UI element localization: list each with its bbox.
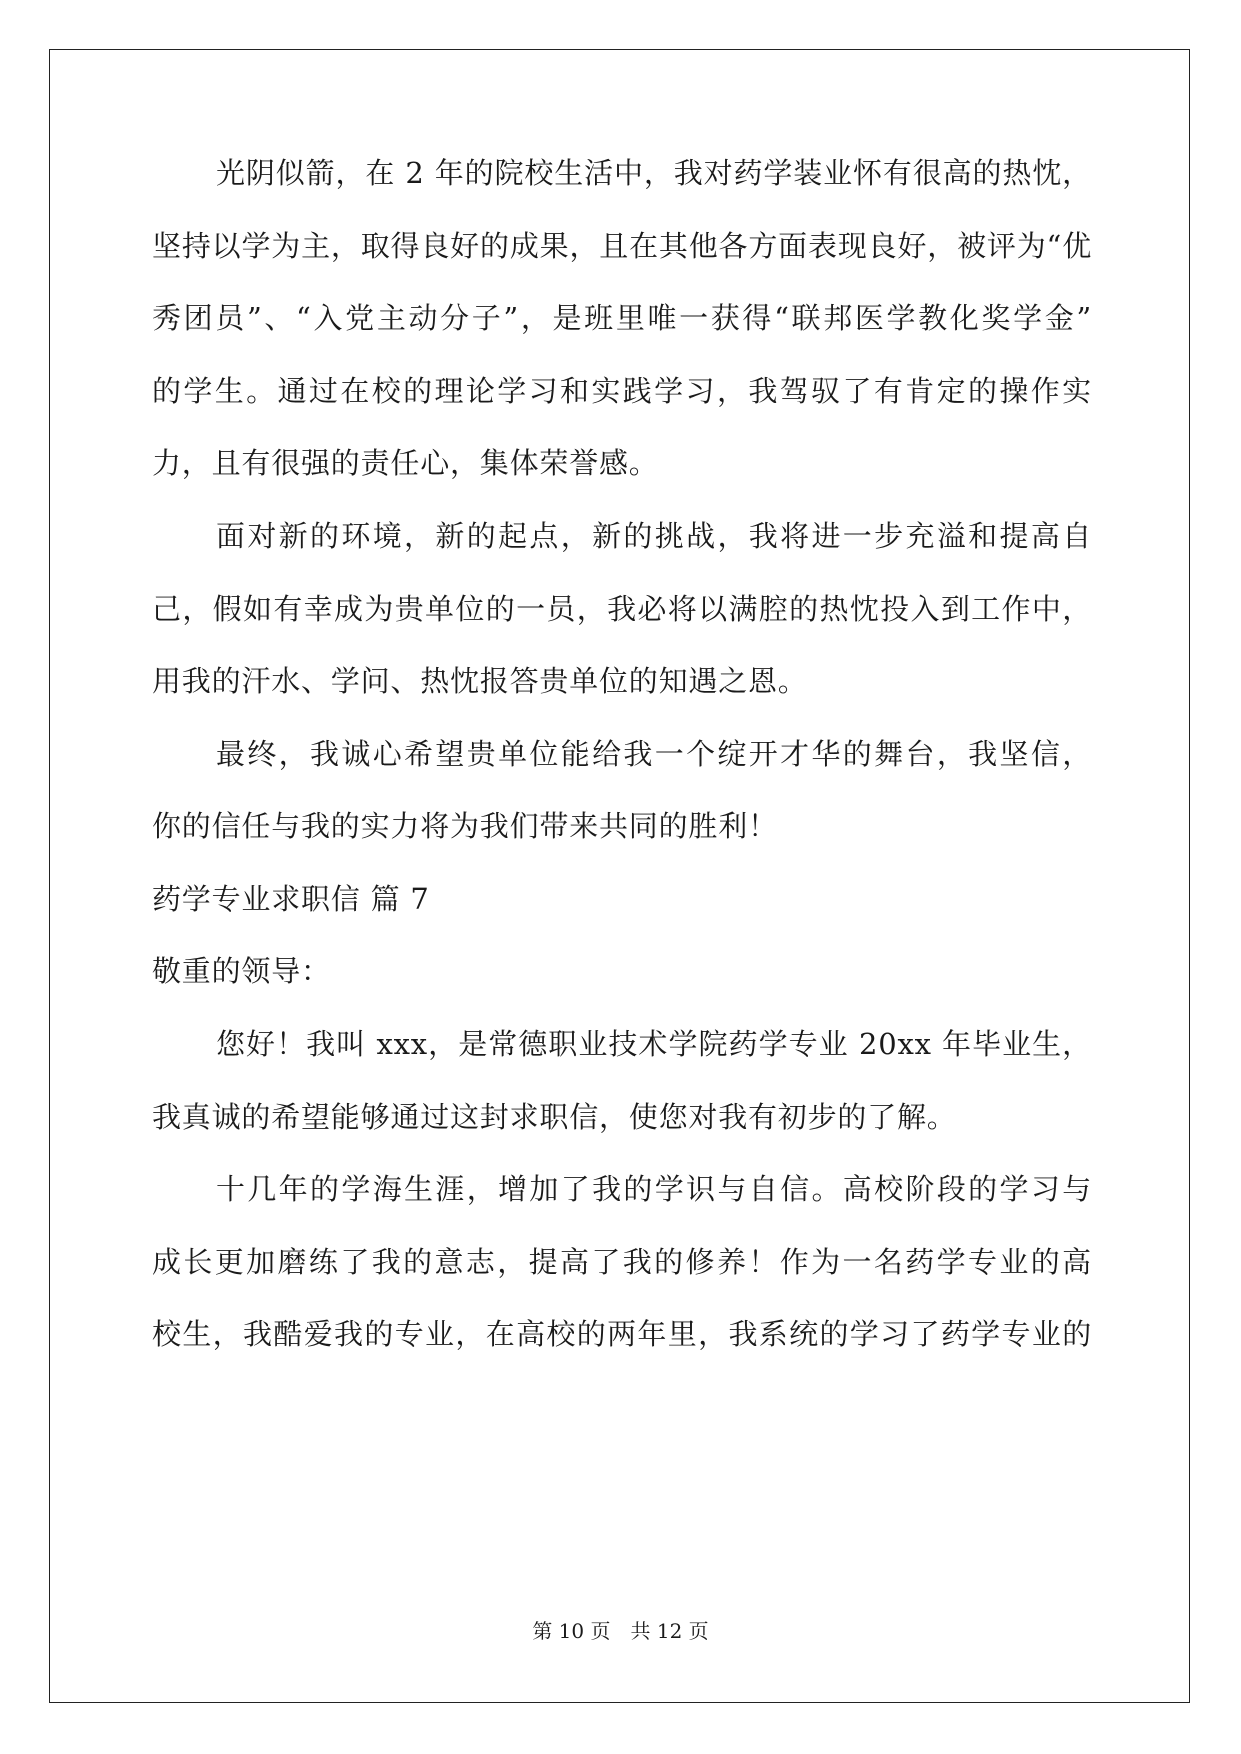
paragraph-line: 十几年的学海生涯，增加了我的学识与自信。高校阶段的学习与 [216,1172,1092,1206]
salutation: 敬重的领导： [152,954,331,988]
paragraph-line: 坚持以学为主，取得良好的成果，且在其他各方面表现良好，被评为“优 [152,229,1092,263]
page-number: 第 10 页 共 12 页 [532,1619,709,1643]
paragraph-line: 力，且有很强的责任心，集体荣誉感。 [152,446,659,480]
paragraph-line: 光阴似箭，在 2 年的院校生活中，我对药学装业怀有很高的热忱， [216,156,1092,190]
paragraph-line: 最终，我诚心希望贵单位能给我一个绽开才华的舞台，我坚信， [216,737,1092,771]
paragraph-line: 你的信任与我的实力将为我们带来共同的胜利！ [152,809,778,843]
section-heading: 药学专业求职信 篇 7 [152,882,430,916]
paragraph-line: 您好！我叫 xxx，是常德职业技术学院药学专业 20xx 年毕业生， [216,1027,1092,1061]
paragraph-line: 成长更加磨练了我的意志，提高了我的修养！作为一名药学专业的高 [152,1245,1092,1279]
paragraph-line: 我真诚的希望能够通过这封求职信，使您对我有初步的了解。 [152,1100,957,1134]
paragraph-line: 校生，我酷爱我的专业，在高校的两年里，我系统的学习了药学专业的 [152,1317,1092,1351]
paragraph-line: 的学生。通过在校的理论学习和实践学习，我驾驭了有肯定的操作实 [152,374,1092,408]
paragraph-line: 己，假如有幸成为贵单位的一员，我必将以满腔的热忱投入到工作中， [152,592,1092,626]
paragraph-line: 用我的汗水、学问、热忱报答贵单位的知遇之恩。 [152,664,808,698]
paragraph-line: 面对新的环境，新的起点，新的挑战，我将进一步充溢和提高自 [216,519,1092,553]
paragraph-line: 秀团员”、“入党主动分子”，是班里唯一获得“联邦医学教化奖学金” [152,301,1092,335]
